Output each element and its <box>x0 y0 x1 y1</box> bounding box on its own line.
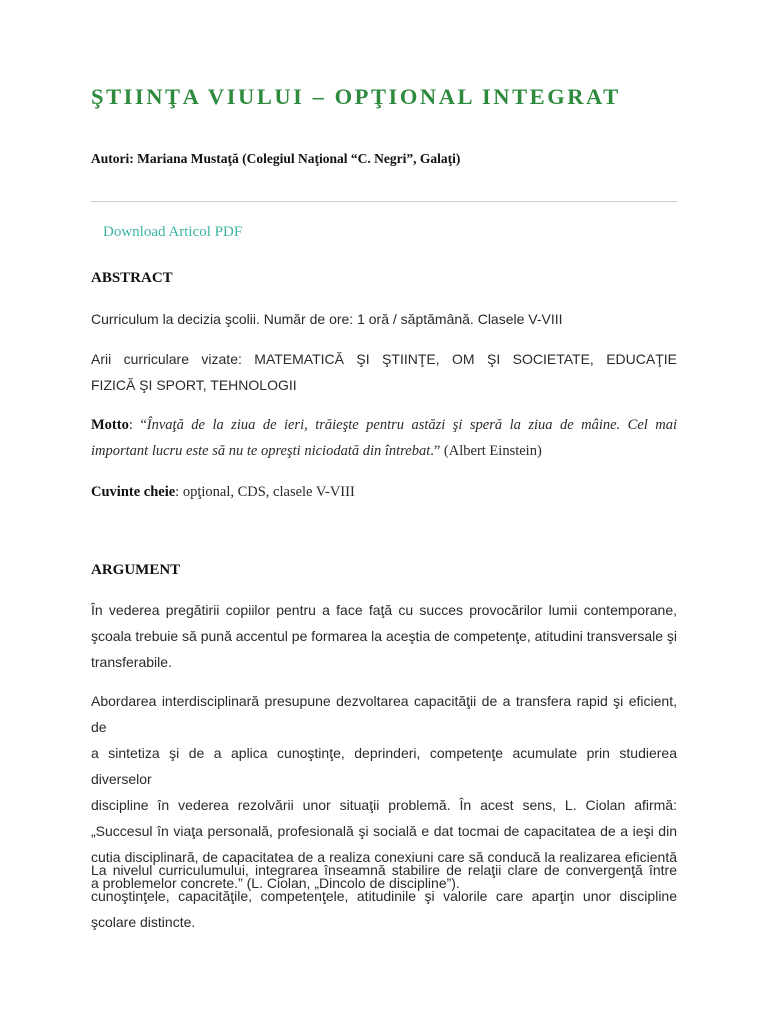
motto-line-1 <box>91 412 677 438</box>
download-pdf-link[interactable]: Download Articol PDF <box>103 224 243 240</box>
paragraph-line: discipline în vederea rezolvării unor situaţii problemă. În acest sens, L. Ciolan afirmă: <box>91 797 677 813</box>
divider <box>91 201 677 202</box>
abstract-heading: ABSTRACT <box>91 270 173 286</box>
paragraph-line: şcolare distincte. <box>91 914 196 930</box>
paragraph-line: transferabile. <box>91 654 172 670</box>
motto-quote-line-1: Învaţă de la ziua de ieri, trăieşte pentru astăzi şi speră la ziua de mâine. Cel mai <box>146 417 678 433</box>
motto-label: Motto <box>91 417 129 433</box>
paragraph-line: a sintetiza şi de a aplica cunoştinţe, deprinderi, competenţe acumulate prin studierea diverselor <box>91 745 677 787</box>
curriculum-text <box>91 306 677 332</box>
argument-paragraph-1 <box>91 597 677 675</box>
paragraph-line: Abordarea interdisciplinară presupune dezvoltarea capacităţii de a transfera rapid şi eficient, de <box>91 693 677 735</box>
paragraph-line: În vederea pregătirii copiilor pentru a face faţă cu succes provocărilor lumii contemporane, <box>91 602 677 618</box>
arii-line-2: FIZICĂ ŞI SPORT, TEHNOLOGII <box>91 377 297 393</box>
argument-heading: ARGUMENT <box>91 562 181 578</box>
paragraph-line: La nivelul curriculumului, integrarea înseamnă stabilire de relaţii clare de convergenţă între <box>91 862 677 878</box>
motto-attribution: .” (Albert Einstein) <box>430 443 542 459</box>
keywords-value: : opţional, CDS, clasele V-VIII <box>175 484 355 500</box>
motto <box>91 412 677 464</box>
keywords-line <box>91 479 677 505</box>
motto-line-2 <box>91 438 677 464</box>
argument-paragraph-3 <box>91 857 677 935</box>
motto-colon: : “ <box>128 417 147 433</box>
motto-quote-line-2: important lucru este să nu te opreşti niciodată din întrebat <box>91 443 431 459</box>
arii-line-1: Arii curriculare vizate: MATEMATICĂ ŞI ŞTIINŢE, OM ŞI SOCIETATE, EDUCAŢIE <box>91 351 677 367</box>
paragraph-line: cutia disciplinară, de capacitatea de a realiza conexiuni care să conducă la realizarea eficientă <box>91 849 677 865</box>
paragraph-line: cunoştinţele, capacităţile, competenţele, atitudinile şi valorile care aparţin unor discipline <box>91 888 677 904</box>
article-title: ŞTIINŢA VIULUI – OPŢIONAL INTEGRAT <box>91 84 621 109</box>
paragraph-line: „Succesul în viaţa personală, profesională şi socială e dat tocmai de capacitatea de a ieşi din <box>91 823 677 839</box>
paragraph-line: şcoala trebuie să pună accentul pe formarea la aceştia de competenţe, atitudini transversale şi <box>91 628 678 644</box>
arii-curriculare <box>91 346 677 398</box>
paragraph-line: a problemelor concrete.” (L. Ciolan, „Dincolo de discipline”). <box>91 875 460 891</box>
keywords-label: Cuvinte cheie <box>91 484 176 500</box>
article-authors: Autori: Mariana Mustaţă (Colegiul Naţional “C. Negri”, Galaţi) <box>91 151 461 166</box>
keywords <box>91 479 677 505</box>
curriculum-line: Curriculum la decizia şcolii. Număr de ore: 1 oră / săptămână. Clasele V-VIII <box>91 311 563 327</box>
